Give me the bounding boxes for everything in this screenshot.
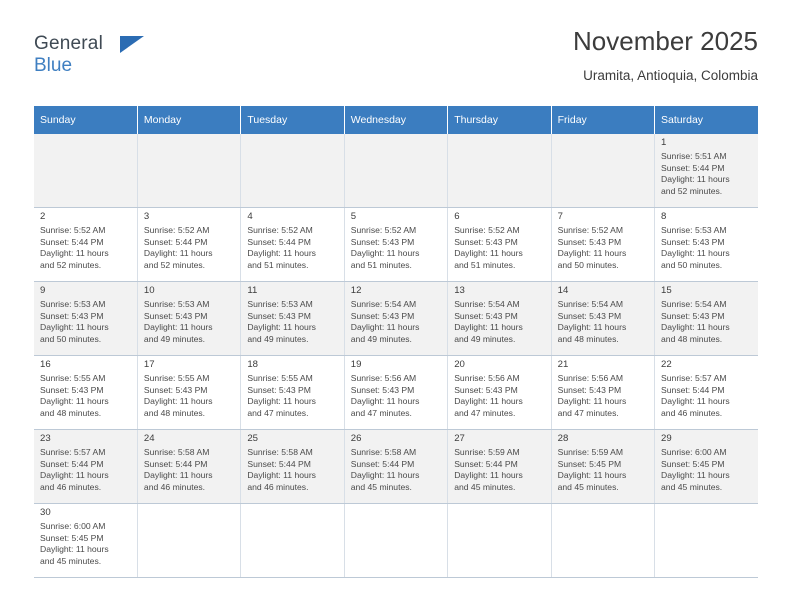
day-info-line: Daylight: 11 hours bbox=[454, 470, 523, 481]
day-info-line: Daylight: 11 hours bbox=[661, 470, 730, 481]
day-info-line: Daylight: 11 hours bbox=[247, 322, 316, 333]
day-info-line: Sunrise: 5:58 AM bbox=[350, 447, 417, 458]
day-info-line: and 49 minutes. bbox=[350, 333, 412, 344]
day-info-line: and 50 minutes. bbox=[557, 259, 619, 270]
day-info-line: Sunset: 5:44 PM bbox=[661, 384, 725, 395]
day-info-line: Sunset: 5:43 PM bbox=[247, 310, 311, 321]
day-info-line: Sunrise: 5:55 AM bbox=[40, 373, 106, 384]
day-number: 21 bbox=[557, 359, 569, 370]
weekday-header-wednesday: Wednesday bbox=[344, 106, 447, 134]
day-info-line: Daylight: 11 hours bbox=[143, 470, 213, 481]
calendar-day-cell[interactable] bbox=[34, 208, 137, 282]
day-info-line: and 49 minutes. bbox=[247, 333, 309, 344]
day-info-line: and 51 minutes. bbox=[350, 259, 412, 270]
weekday-header-friday: Friday bbox=[551, 106, 654, 134]
day-info-line: Sunrise: 5:56 AM bbox=[350, 373, 417, 384]
day-info-line: Daylight: 11 hours bbox=[40, 396, 109, 407]
day-number: 12 bbox=[350, 285, 362, 296]
day-info-line: Sunrise: 5:52 AM bbox=[40, 225, 106, 236]
day-info-line: Daylight: 11 hours bbox=[350, 322, 420, 333]
day-info-line: Sunrise: 5:52 AM bbox=[247, 225, 313, 236]
day-info-line: Sunrise: 5:52 AM bbox=[557, 225, 624, 236]
day-info-line: Daylight: 11 hours bbox=[557, 396, 627, 407]
day-info-line: Daylight: 11 hours bbox=[661, 248, 730, 259]
day-info-line: Sunrise: 5:58 AM bbox=[247, 447, 313, 458]
day-info-line: Sunrise: 5:57 AM bbox=[40, 447, 106, 458]
page-title: November 2025 bbox=[573, 26, 758, 56]
day-info-line: and 46 minutes. bbox=[661, 407, 723, 418]
day-number: 14 bbox=[557, 285, 569, 296]
day-number: 20 bbox=[454, 359, 465, 370]
day-info-line: and 48 minutes. bbox=[143, 407, 206, 418]
flag-icon bbox=[120, 36, 144, 53]
day-info-line: Sunset: 5:44 PM bbox=[143, 458, 208, 469]
day-info-line: Daylight: 11 hours bbox=[247, 248, 316, 259]
day-info-line: Sunset: 5:43 PM bbox=[143, 384, 208, 395]
day-info-line: Daylight: 11 hours bbox=[40, 248, 109, 259]
day-info-line: Daylight: 11 hours bbox=[350, 248, 420, 259]
day-info-line: Sunrise: 5:52 AM bbox=[143, 225, 210, 236]
day-info-line: and 48 minutes. bbox=[557, 333, 619, 344]
calendar-day-cell[interactable] bbox=[344, 356, 447, 430]
day-number: 25 bbox=[247, 433, 259, 444]
day-info-line: Daylight: 11 hours bbox=[40, 470, 109, 481]
day-info-line: and 47 minutes. bbox=[350, 407, 412, 418]
day-info-line: Sunrise: 5:51 AM bbox=[661, 151, 727, 162]
day-info-line: Sunset: 5:45 PM bbox=[40, 532, 104, 543]
calendar-day-cell[interactable] bbox=[34, 282, 137, 356]
calendar-day-cell[interactable] bbox=[448, 282, 551, 356]
day-info-line: Sunset: 5:43 PM bbox=[557, 384, 622, 395]
calendar-day-cell[interactable] bbox=[344, 282, 447, 356]
day-info-line: Daylight: 11 hours bbox=[454, 322, 523, 333]
day-info-line: Sunrise: 5:53 AM bbox=[661, 225, 727, 236]
day-info-line: Sunset: 5:44 PM bbox=[454, 458, 518, 469]
day-number: 30 bbox=[40, 507, 51, 518]
day-info-line: Daylight: 11 hours bbox=[350, 470, 420, 481]
day-info-line: and 45 minutes. bbox=[454, 481, 516, 492]
calendar-day-cell[interactable] bbox=[34, 356, 137, 430]
day-info-line: Daylight: 11 hours bbox=[143, 396, 213, 407]
day-info-line: Sunrise: 5:59 AM bbox=[557, 447, 624, 458]
calendar-week-row bbox=[34, 430, 758, 504]
day-info-line: Daylight: 11 hours bbox=[557, 470, 627, 481]
weekday-header-monday: Monday bbox=[137, 106, 240, 134]
calendar-day-cell[interactable] bbox=[241, 356, 344, 430]
calendar-day-cell[interactable] bbox=[655, 134, 758, 208]
calendar-day-cell[interactable] bbox=[655, 282, 758, 356]
calendar-week-row bbox=[34, 356, 758, 430]
calendar-week-row bbox=[34, 208, 758, 282]
day-info-line: Sunset: 5:43 PM bbox=[40, 310, 104, 321]
day-info-line: and 52 minutes. bbox=[143, 259, 206, 270]
day-number: 29 bbox=[661, 433, 672, 444]
day-info-line: Sunset: 5:45 PM bbox=[557, 458, 622, 469]
day-info-line: and 48 minutes. bbox=[40, 407, 102, 418]
calendar-day-cell[interactable] bbox=[344, 430, 447, 504]
calendar-day-cell[interactable] bbox=[448, 208, 551, 282]
calendar-week-row bbox=[34, 282, 758, 356]
day-number: 7 bbox=[557, 211, 563, 222]
day-info-line: Sunrise: 5:54 AM bbox=[557, 299, 624, 310]
day-info-line: Daylight: 11 hours bbox=[143, 322, 213, 333]
calendar-day-cell[interactable] bbox=[137, 430, 240, 504]
day-number: 15 bbox=[661, 285, 672, 296]
calendar-day-cell[interactable] bbox=[241, 208, 344, 282]
calendar-empty-cell bbox=[344, 134, 447, 208]
logo-text-general: General bbox=[34, 33, 103, 54]
calendar-day-cell[interactable] bbox=[34, 504, 137, 578]
day-info-line: Daylight: 11 hours bbox=[143, 248, 213, 259]
calendar-empty-cell bbox=[241, 134, 344, 208]
calendar-day-cell[interactable] bbox=[655, 430, 758, 504]
day-info-line: Sunset: 5:44 PM bbox=[350, 458, 415, 469]
day-info-line: Daylight: 11 hours bbox=[247, 396, 316, 407]
day-info-line: and 50 minutes. bbox=[661, 259, 723, 270]
day-info-line: Sunrise: 5:54 AM bbox=[454, 299, 520, 310]
day-info-line: Daylight: 11 hours bbox=[661, 174, 730, 185]
day-number: 3 bbox=[143, 211, 150, 222]
calendar-empty-cell bbox=[655, 504, 758, 578]
calendar-empty-cell bbox=[448, 134, 551, 208]
day-info-line: Sunset: 5:43 PM bbox=[454, 236, 518, 247]
day-number: 1 bbox=[661, 137, 667, 148]
day-info-line: Sunrise: 5:52 AM bbox=[454, 225, 520, 236]
day-info-line: Sunrise: 6:00 AM bbox=[40, 521, 106, 532]
calendar-empty-cell bbox=[344, 504, 447, 578]
calendar-day-cell[interactable] bbox=[551, 282, 654, 356]
day-info-line: Sunset: 5:43 PM bbox=[661, 236, 725, 247]
day-info-line: and 47 minutes. bbox=[247, 407, 309, 418]
calendar-day-cell[interactable] bbox=[137, 282, 240, 356]
day-info-line: and 48 minutes. bbox=[661, 333, 723, 344]
day-number: 27 bbox=[454, 433, 465, 444]
day-info-line: Sunrise: 5:53 AM bbox=[143, 299, 210, 310]
day-number: 17 bbox=[143, 359, 155, 370]
weekday-header-tuesday: Tuesday bbox=[241, 106, 344, 134]
day-info-line: Sunset: 5:43 PM bbox=[350, 384, 415, 395]
day-info-line: Sunset: 5:43 PM bbox=[557, 310, 622, 321]
weekday-header-thursday: Thursday bbox=[448, 106, 551, 134]
day-info-line: Sunset: 5:44 PM bbox=[40, 236, 104, 247]
day-info-line: Daylight: 11 hours bbox=[454, 248, 523, 259]
calendar-empty-cell bbox=[137, 134, 240, 208]
day-info-line: Sunrise: 5:58 AM bbox=[143, 447, 210, 458]
day-info-line: Sunrise: 5:52 AM bbox=[350, 225, 417, 236]
day-info-line: and 51 minutes. bbox=[247, 259, 309, 270]
day-info-line: and 50 minutes. bbox=[40, 333, 102, 344]
day-info-line: Sunset: 5:43 PM bbox=[350, 310, 415, 321]
day-info-line: Sunset: 5:43 PM bbox=[454, 384, 518, 395]
day-info-line: and 52 minutes. bbox=[40, 259, 102, 270]
day-info-line: Sunset: 5:43 PM bbox=[350, 236, 415, 247]
day-info-line: Daylight: 11 hours bbox=[454, 396, 523, 407]
day-info-line: Daylight: 11 hours bbox=[350, 396, 420, 407]
day-info-line: Sunrise: 5:54 AM bbox=[661, 299, 727, 310]
day-info-line: and 46 minutes. bbox=[247, 481, 309, 492]
day-info-line: Daylight: 11 hours bbox=[40, 322, 109, 333]
day-info-line: Sunset: 5:43 PM bbox=[247, 384, 311, 395]
calendar-day-cell[interactable] bbox=[34, 430, 137, 504]
day-info-line: Sunrise: 5:55 AM bbox=[143, 373, 210, 384]
day-info-line: Sunrise: 5:53 AM bbox=[40, 299, 106, 310]
day-info-line: Sunset: 5:44 PM bbox=[143, 236, 208, 247]
calendar-day-cell[interactable] bbox=[551, 430, 654, 504]
day-number: 5 bbox=[350, 211, 357, 222]
day-info-line: and 52 minutes. bbox=[661, 185, 723, 196]
day-info-line: and 49 minutes. bbox=[143, 333, 206, 344]
calendar-week-row bbox=[34, 504, 758, 578]
day-number: 9 bbox=[40, 285, 46, 296]
calendar-empty-cell bbox=[551, 504, 654, 578]
day-number: 4 bbox=[247, 211, 253, 222]
calendar-day-cell[interactable] bbox=[655, 208, 758, 282]
day-info-line: Daylight: 11 hours bbox=[557, 322, 627, 333]
logo[interactable] bbox=[34, 26, 144, 76]
day-number: 22 bbox=[661, 359, 672, 370]
day-info-line: Sunrise: 5:56 AM bbox=[454, 373, 520, 384]
page-subtitle: Uramita, Antioquia, Colombia bbox=[583, 68, 758, 83]
day-info-line: and 51 minutes. bbox=[454, 259, 516, 270]
calendar-day-cell[interactable] bbox=[137, 208, 240, 282]
day-info-line: Sunset: 5:44 PM bbox=[661, 162, 725, 173]
calendar-empty-cell bbox=[551, 134, 654, 208]
day-info-line: Daylight: 11 hours bbox=[247, 470, 316, 481]
day-info-line: Sunrise: 5:54 AM bbox=[350, 299, 417, 310]
day-info-line: Sunset: 5:44 PM bbox=[40, 458, 104, 469]
day-info-line: Daylight: 11 hours bbox=[661, 396, 730, 407]
day-number: 19 bbox=[350, 359, 362, 370]
day-info-line: Sunset: 5:43 PM bbox=[143, 310, 208, 321]
day-number: 23 bbox=[40, 433, 51, 444]
calendar-day-cell[interactable] bbox=[551, 356, 654, 430]
calendar-week-row bbox=[34, 134, 758, 208]
day-info-line: and 45 minutes. bbox=[661, 481, 723, 492]
calendar-day-cell[interactable] bbox=[344, 208, 447, 282]
day-number: 26 bbox=[350, 433, 362, 444]
calendar-day-cell[interactable] bbox=[448, 430, 551, 504]
day-info-line: and 45 minutes. bbox=[350, 481, 412, 492]
calendar-empty-cell bbox=[137, 504, 240, 578]
calendar-day-cell[interactable] bbox=[655, 356, 758, 430]
day-info-line: Sunset: 5:44 PM bbox=[247, 236, 311, 247]
day-info-line: Daylight: 11 hours bbox=[661, 322, 730, 333]
day-info-line: and 45 minutes. bbox=[557, 481, 619, 492]
day-info-line: Sunrise: 5:59 AM bbox=[454, 447, 520, 458]
day-info-line: Sunrise: 5:57 AM bbox=[661, 373, 727, 384]
day-info-line: and 46 minutes. bbox=[40, 481, 102, 492]
day-info-line: Daylight: 11 hours bbox=[40, 544, 109, 555]
day-info-line: Sunrise: 5:55 AM bbox=[247, 373, 313, 384]
day-info-line: Sunrise: 5:56 AM bbox=[557, 373, 624, 384]
day-info-line: Sunset: 5:43 PM bbox=[40, 384, 104, 395]
calendar-day-cell[interactable] bbox=[551, 208, 654, 282]
day-info-line: and 47 minutes. bbox=[454, 407, 516, 418]
day-number: 24 bbox=[143, 433, 155, 444]
day-info-line: Sunrise: 5:53 AM bbox=[247, 299, 313, 310]
day-number: 18 bbox=[247, 359, 259, 370]
day-info-line: Sunset: 5:43 PM bbox=[557, 236, 622, 247]
day-number: 10 bbox=[143, 285, 155, 296]
day-info-line: Daylight: 11 hours bbox=[557, 248, 627, 259]
calendar-day-cell[interactable] bbox=[137, 356, 240, 430]
day-info-line: Sunset: 5:45 PM bbox=[661, 458, 725, 469]
title-block bbox=[573, 26, 758, 83]
day-info-line: Sunset: 5:43 PM bbox=[454, 310, 518, 321]
day-number: 8 bbox=[661, 211, 667, 222]
logo-text-blue: Blue bbox=[34, 55, 73, 76]
day-number: 28 bbox=[557, 433, 569, 444]
day-info-line: Sunset: 5:43 PM bbox=[661, 310, 725, 321]
page-header bbox=[34, 26, 758, 96]
day-info-line: Sunrise: 6:00 AM bbox=[661, 447, 727, 458]
calendar-day-cell[interactable] bbox=[241, 430, 344, 504]
day-info-line: and 46 minutes. bbox=[143, 481, 206, 492]
calendar-empty-cell bbox=[34, 134, 137, 208]
calendar-empty-cell bbox=[448, 504, 551, 578]
day-number: 2 bbox=[40, 211, 46, 222]
day-number: 11 bbox=[247, 285, 258, 296]
calendar-empty-cell bbox=[241, 504, 344, 578]
weekday-header-sunday: Sunday bbox=[34, 106, 137, 134]
day-info-line: and 45 minutes. bbox=[40, 555, 102, 566]
day-info-line: and 47 minutes. bbox=[557, 407, 619, 418]
weekday-header-saturday: Saturday bbox=[655, 106, 758, 134]
day-info-line: Sunset: 5:44 PM bbox=[247, 458, 311, 469]
day-number: 13 bbox=[454, 285, 465, 296]
calendar-table bbox=[34, 106, 758, 578]
calendar-day-cell[interactable] bbox=[241, 282, 344, 356]
calendar-header-row bbox=[34, 106, 758, 134]
day-info-line: and 49 minutes. bbox=[454, 333, 516, 344]
calendar-day-cell[interactable] bbox=[448, 356, 551, 430]
day-number: 16 bbox=[40, 359, 51, 370]
day-number: 6 bbox=[454, 211, 460, 222]
